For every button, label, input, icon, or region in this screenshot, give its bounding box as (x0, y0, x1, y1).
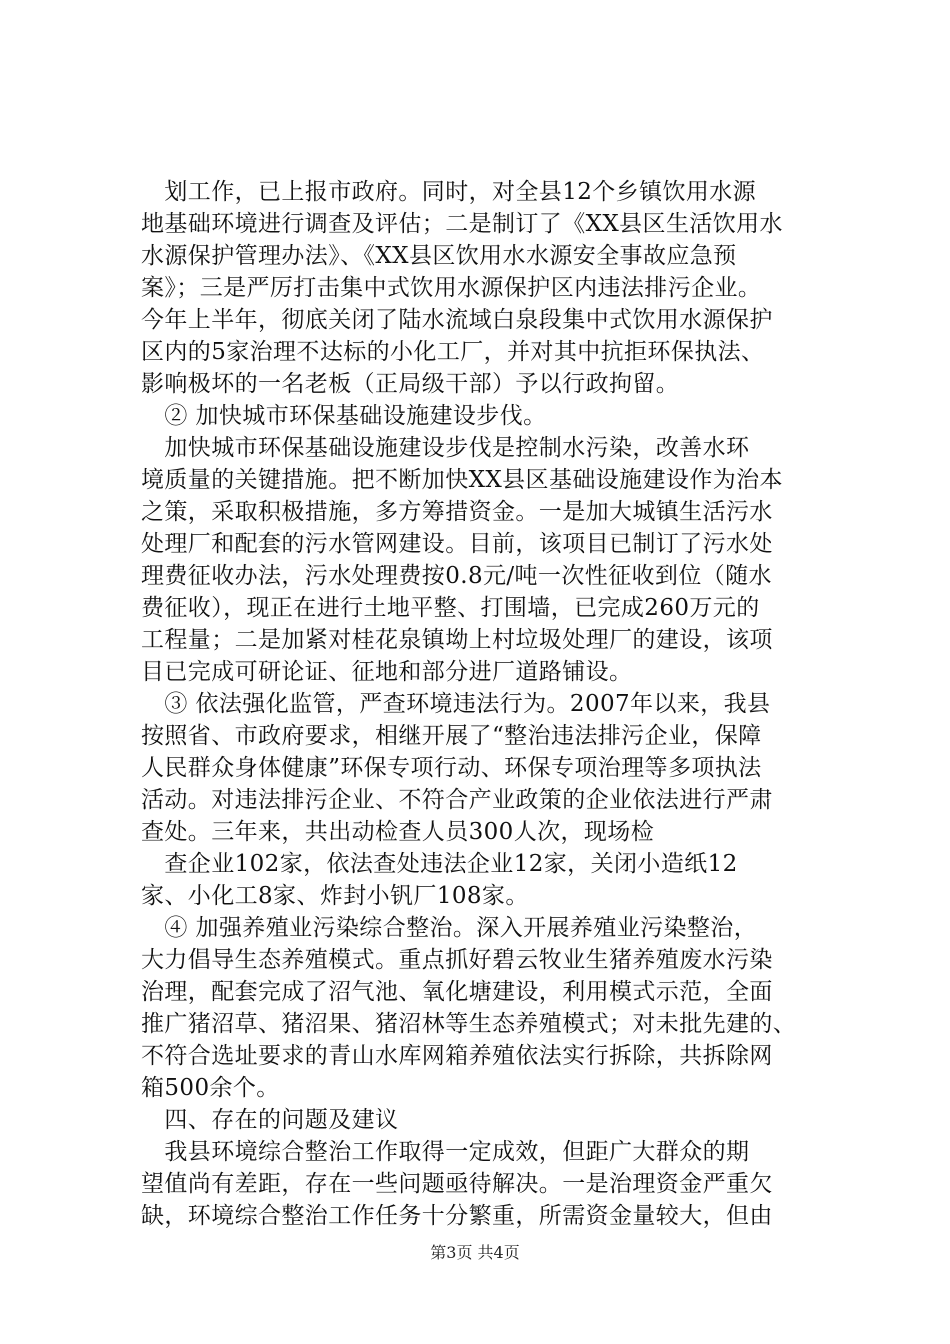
text-line: 大力倡导生态养殖模式。重点抓好碧云牧业生猪养殖废水污染 (141, 947, 773, 973)
text-line: 处理厂和配套的污水管网建设。目前，该项目已制订了污水处 (141, 531, 773, 557)
text-line: 不符合选址要求的青山水库网箱养殖依法实行拆除，共拆除网 (141, 1043, 773, 1069)
text-line: 人民群众身体健康”环保专项行动、环保专项治理等多项执法 (141, 755, 762, 781)
text-line: 划工作，已上报市政府。同时，对全县12个乡镇饮用水源 (141, 179, 757, 205)
text-line: 案》；三是严厉打击集中式饮用水源保护区内违法排污企业。 (141, 275, 762, 301)
text-line: 区内的5家治理不达标的小化工厂，并对其中抗拒环保执法、 (141, 339, 765, 365)
text-line: 查处。三年来，共出动检查人员300人次，现场检 (141, 819, 655, 845)
text-line: 缺，环境综合整治工作任务十分繁重，所需资金量较大，但由 (141, 1203, 773, 1229)
text-line: 查企业102家，依法查处违法企业12家，关闭小造纸12 (141, 851, 738, 877)
text-line: 境质量的关键措施。把不断加快XX县区基础设施建设作为治本 (141, 467, 783, 493)
text-line: 目已完成可研论证、征地和部分进厂道路铺设。 (141, 659, 633, 685)
text-line: ④ 加强养殖业污染综合整治。深入开展养殖业污染整治， (141, 915, 758, 941)
text-line: 箱500余个。 (141, 1075, 280, 1101)
text-line: 治理，配套完成了沼气池、氧化塘建设，利用模式示范，全面 (141, 979, 773, 1005)
page-number-footer: 第3页 共4页 (430, 1243, 520, 1262)
text-line: 地基础环境进行调查及评估；二是制订了《XX县区生活饮用水 (141, 211, 783, 237)
text-line: 活动。对违法排污企业、不符合产业政策的企业依法进行严肃 (141, 787, 773, 813)
text-line: 工程量；二是加紧对桂花泉镇坳上村垃圾处理厂的建设，该项 (141, 627, 773, 653)
text-line: 家、小化工8家、炸封小钒厂108家。 (141, 883, 529, 909)
text-line: 推广猪沼草、猪沼果、猪沼林等生态养殖模式；对未批先建的、 (141, 1011, 797, 1037)
text-line: 之策，采取积极措施，多方筹措资金。一是加大城镇生活污水 (141, 499, 773, 525)
text-line: 我县环境综合整治工作取得一定成效，但距广大群众的期 (141, 1139, 750, 1165)
text-line: 影响极坏的一名老板（正局级干部）予以行政拘留。 (141, 371, 680, 397)
text-line: 理费征收办法，污水处理费按0.8元/吨一次性征收到位（随水 (141, 563, 772, 589)
text-line: 费征收），现正在进行土地平整、打围墙，已完成260万元的 (141, 595, 760, 621)
section-heading: 四、存在的问题及建议 (141, 1107, 399, 1133)
text-line: 加快城市环保基础设施建设步伐是控制水污染，改善水环 (141, 435, 750, 461)
section-heading: ② 加快城市环保基础设施建设步伐。 (141, 403, 547, 429)
text-line: ③ 依法强化监管，严查环境违法行为。2007年以来，我县 (141, 691, 771, 717)
text-line: 望值尚有差距，存在一些问题亟待解决。一是治理资金严重欠 (141, 1171, 773, 1197)
text-line: 水源保护管理办法》、《XX县区饮用水水源安全事故应急预 (141, 243, 737, 269)
text-line: 按照省、市政府要求，相继开展了“整治违法排污企业，保障 (141, 723, 762, 749)
text-line: 今年上半年，彻底关闭了陆水流域白泉段集中式饮用水源保护 (141, 307, 773, 333)
